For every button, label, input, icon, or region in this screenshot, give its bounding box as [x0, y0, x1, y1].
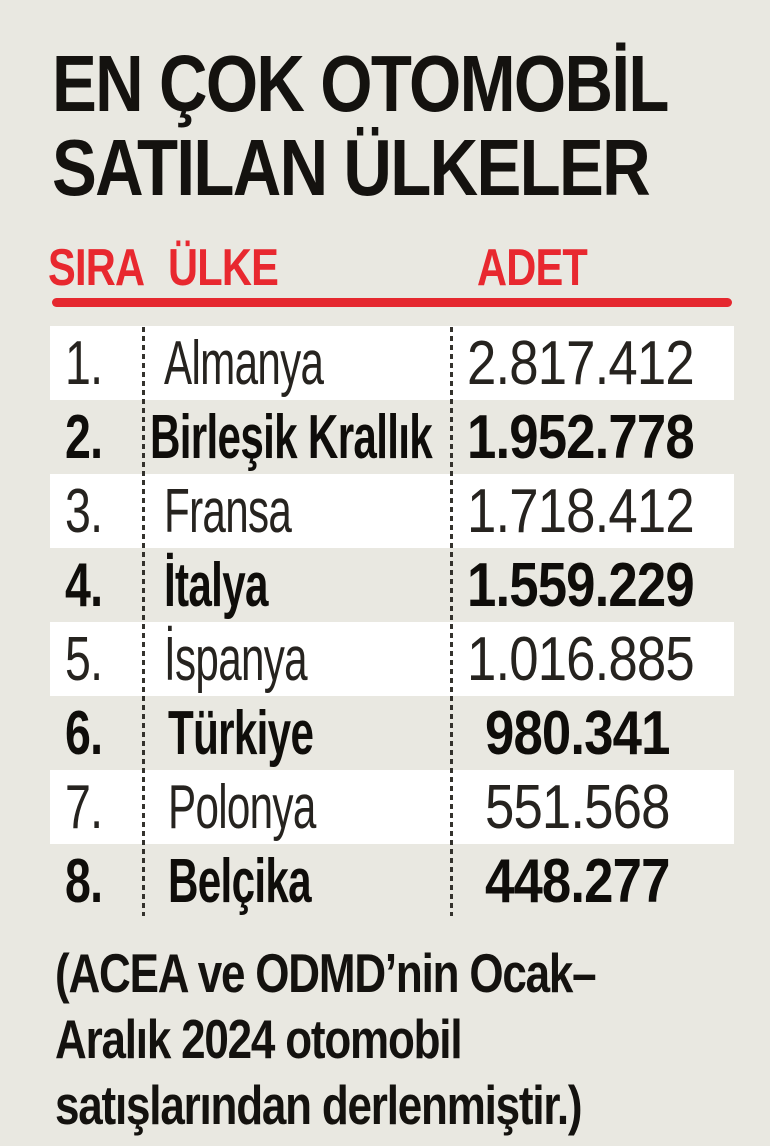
- column-header-country: ÜLKE: [168, 239, 279, 297]
- rank-cell: 4.: [65, 550, 103, 620]
- header-underline: [52, 298, 732, 307]
- rank-cell: 7.: [65, 772, 103, 842]
- country-cell: İtalya: [164, 550, 268, 620]
- count-cell: 980.341: [485, 698, 670, 768]
- country-cell: Belçika: [168, 846, 311, 916]
- footnote: [55, 940, 770, 1138]
- table-row: [50, 548, 734, 622]
- table-row: [50, 696, 734, 770]
- rank-cell: 6.: [65, 698, 103, 768]
- table-row: [50, 400, 734, 474]
- count-cell: 1.559.229: [467, 550, 694, 620]
- table-row: [50, 844, 734, 918]
- rank-cell: 1.: [65, 328, 103, 398]
- country-cell: Fransa: [164, 476, 292, 546]
- table-row: [50, 474, 734, 548]
- country-cell: İspanya: [164, 624, 308, 694]
- sales-table-body: [50, 326, 734, 918]
- table-column-headers: [48, 239, 770, 297]
- footnote-line-1: (ACEA ve ODMD’nin Ocak–: [55, 942, 596, 1004]
- page-title-line-2: SATILAN ÜLKELER: [52, 123, 649, 212]
- column-header-count: ADET: [477, 239, 588, 297]
- page-title-line-1: EN ÇOK OTOMOBİL: [52, 39, 668, 128]
- rank-cell: 2.: [65, 402, 103, 472]
- rank-cell: 8.: [65, 846, 103, 916]
- column-divider: [142, 327, 145, 916]
- count-cell: 551.568: [485, 772, 670, 842]
- table-row: [50, 326, 734, 400]
- sales-table: [50, 326, 734, 918]
- country-cell: Almanya: [164, 328, 324, 398]
- count-cell: 448.277: [485, 846, 670, 916]
- rank-cell: 5.: [65, 624, 103, 694]
- country-cell: Birleşik Krallık: [150, 402, 433, 472]
- table-row: [50, 770, 734, 844]
- count-cell: 1.016.885: [467, 624, 694, 694]
- page-title: [52, 39, 770, 212]
- country-cell: Türkiye: [168, 698, 314, 768]
- rank-cell: 3.: [65, 476, 103, 546]
- country-cell: Polonya: [168, 772, 316, 842]
- footnote-line-2: Aralık 2024 otomobil: [55, 1008, 462, 1070]
- footnote-line-3: satışlarından derlenmiştir.): [55, 1074, 582, 1136]
- table-row: [50, 622, 734, 696]
- column-header-rank: SIRA: [48, 239, 145, 297]
- column-divider: [450, 327, 453, 916]
- count-cell: 2.817.412: [467, 328, 694, 398]
- count-cell: 1.952.778: [467, 402, 694, 472]
- count-cell: 1.718.412: [467, 476, 694, 546]
